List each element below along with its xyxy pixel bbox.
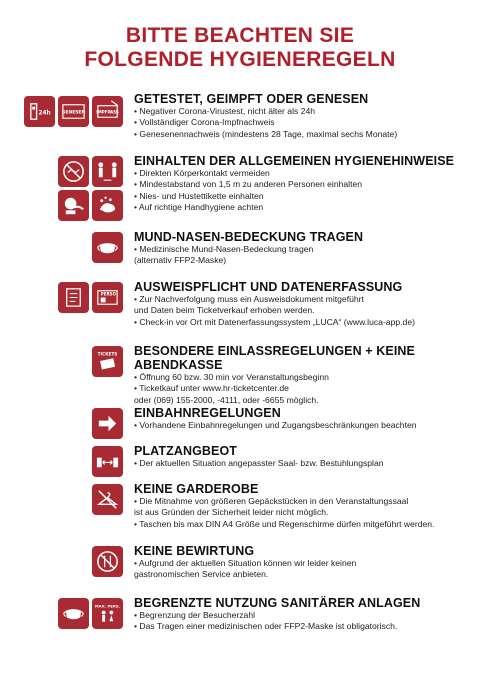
section-heading: GETESTET, GEIMPFT ODER GENESEN [134, 92, 369, 106]
section-heading: PLATZANGBEOT [134, 444, 238, 458]
bullet-line: • Medizinische Mund-Nasen-Bedeckung tragen [134, 244, 314, 254]
no-hanger-icon [92, 484, 123, 515]
icon-label-genesen: GENESEN [61, 110, 86, 116]
title-line-2: FOLGENDE HYGIENEREGELN [84, 48, 396, 71]
face-mask-icon [92, 232, 123, 263]
section-heading: KEINE GARDEROBE [134, 482, 259, 496]
bullet-line: • Ticketkauf unter www.hr-ticketcenter.de [134, 383, 289, 394]
bullet-line: • Aufgrund der aktuellen Situation können wir leider keinen [134, 558, 357, 568]
section-heading: AUSWEISPFLICHT UND DATENERFASSUNG [134, 280, 403, 294]
distance-icon [92, 156, 123, 187]
arrow-right-icon [92, 408, 123, 439]
icon-label-perso: PERSO [100, 291, 116, 297]
section-heading: BESONDERE EINLASSREGELUNGEN + KEINE ABENDKASSE [134, 344, 415, 372]
bullet-line: • Die Mitnahme von größeren Gepäckstücken in den Veranstaltungssaal [134, 496, 409, 506]
bullet-line: • Genesenennachweis (mindestens 28 Tage, maximal sechs Monate) [134, 128, 398, 139]
page-title [0, 24, 480, 72]
bullet-line: • Taschen bis max DIN A4 Größe und Regenschirme dürfen mitgeführt werden. [134, 518, 435, 529]
hand-washing-icon [92, 190, 123, 221]
bullet-line: • Vorhandene Einbahnregelungen und Zugangsbeschränkungen beachten [134, 420, 417, 430]
bullet-line: • Begrenzung der Besucherzahl [134, 610, 256, 620]
tickets-icon [92, 346, 123, 377]
bullet-line: • Vollständiger Corona-Impfnachweis [134, 117, 275, 128]
bullet-line: • Auf richtige Handhygiene achten [134, 201, 264, 212]
bullet-line: • Mindestabstand von 1,5 m zu anderen Personen einhalten [134, 179, 363, 190]
bullet-line: • Direkten Körperkontakt vermeiden [134, 168, 270, 178]
bullet-line: gastronomischen Service anbieten. [134, 569, 269, 580]
document-icon [58, 282, 89, 313]
icon-label-max-pers: MAX. PERS. [94, 603, 121, 609]
max-persons-icon [92, 598, 123, 629]
icon-label-tickets: TICKETS [97, 351, 118, 357]
section-heading: EINBAHNREGELUNGEN [134, 406, 281, 420]
title-line-1: BITTE BEACHTEN SIE [125, 24, 355, 47]
test-kit-icon [24, 96, 55, 127]
section-heading: EINHALTEN DER ALLGEMEINEN HYGIENEHINWEISE [134, 154, 455, 168]
no-food-icon [92, 546, 123, 577]
bullet-line: • Check-in vor Ort mit Datenerfassungssystem „LUCA“ (www.luca-app.de) [134, 316, 415, 327]
bullet-line: • Der aktuellen Situation angepasster Saal- bzw. Bestuhlungsplan [134, 458, 384, 468]
vaccination-icon [92, 96, 123, 127]
seat-distance-icon [92, 446, 123, 477]
bullet-line: • Nies- und Hustettikette einhalten [134, 190, 264, 201]
sneeze-icon [58, 190, 89, 221]
bullet-line: • Negativer Corona-Virustest, nicht älter als 24h [134, 106, 316, 116]
bullet-line: ist aus Gründen der Sicherheit leider nicht möglich. [134, 507, 329, 518]
no-handshake-icon [58, 156, 89, 187]
bullet-line: oder (069) 155-2000, -4111, oder -6655 möglich. [134, 394, 319, 405]
id-card-icon [92, 282, 123, 313]
bullet-line: • Öffnung 60 bzw. 30 min vor Veranstaltungsbeginn [134, 372, 329, 382]
bullet-line: • Das Tragen einer medizinischen oder FFP2-Maske ist obligatorisch. [134, 621, 398, 632]
icon-label-impfpass: IMPFPASS [96, 109, 119, 115]
section-heading: MUND-NASEN-BEDECKUNG TRAGEN [134, 230, 364, 244]
icon-label-24h: 24h [38, 110, 51, 117]
section-heading: BEGRENZTE NUTZUNG SANITÄRER ANLAGEN [134, 596, 421, 610]
bullet-line: • Zur Nachverfolgung muss ein Ausweisdokument mitgeführt [134, 294, 364, 304]
section-heading: KEINE BEWIRTUNG [134, 544, 255, 558]
recovered-icon [58, 96, 89, 127]
bullet-line: (alternativ FFP2-Maske) [134, 255, 227, 266]
face-mask-icon [58, 598, 89, 629]
bullet-line: und Daten beim Ticketverkauf erhoben werden. [134, 305, 315, 316]
